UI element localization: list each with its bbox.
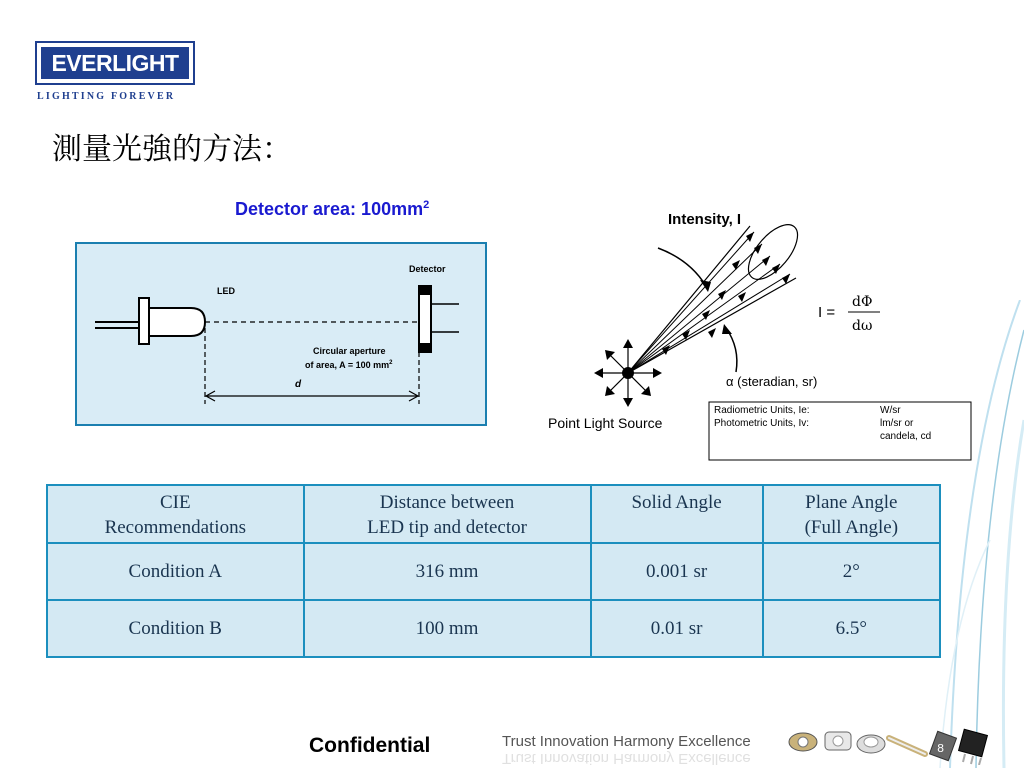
footer-product-images bbox=[785, 720, 995, 765]
led-package-icon-2 bbox=[825, 732, 851, 750]
cell-plane-angle: 2° bbox=[763, 543, 940, 600]
header-distance bbox=[304, 485, 591, 543]
cone-edge-top bbox=[628, 226, 750, 373]
header-plane-angle-line2: (Full Angle) bbox=[804, 517, 899, 538]
company-logo bbox=[35, 41, 195, 85]
aperture-label-text: of area, A = 100 mm bbox=[305, 360, 390, 370]
led-lamp-icon bbox=[889, 738, 925, 754]
slide-title: 測量光強的方法： bbox=[52, 132, 292, 167]
detector-label: Detector bbox=[409, 264, 446, 274]
units-value-candela: candela, cd bbox=[880, 431, 932, 442]
swoosh-line-3 bbox=[1003, 420, 1024, 768]
led-flange bbox=[139, 298, 149, 344]
point-source-label: Point Light Source bbox=[548, 415, 663, 431]
decorative-swoosh bbox=[920, 300, 1024, 768]
aperture-label-line2 bbox=[305, 360, 393, 370]
units-label-photometric: Photometric Units, Iv: bbox=[714, 418, 810, 429]
units-value-photometric: lm/sr or bbox=[880, 418, 914, 429]
led-package-icon-3 bbox=[857, 735, 885, 753]
detector-cap-top bbox=[419, 286, 431, 295]
svg-text:8: 8 bbox=[937, 742, 945, 756]
detector-cap-bottom bbox=[419, 343, 431, 352]
seven-segment-icon bbox=[929, 731, 956, 760]
header-distance-line1: Distance between bbox=[379, 492, 515, 513]
detector-body bbox=[419, 286, 431, 352]
formula-numerator: dΦ bbox=[852, 294, 873, 310]
swoosh-line-2 bbox=[976, 330, 1024, 768]
detector-area-text: Detector area: 100mm bbox=[235, 199, 424, 219]
optocoupler-icon bbox=[959, 729, 988, 765]
units-value-radiometric: W/sr bbox=[880, 405, 901, 416]
formula-denominator: dω bbox=[852, 318, 873, 334]
logo-wordmark: EVERLIGHT bbox=[41, 47, 189, 79]
table-row bbox=[47, 600, 940, 657]
detector-area-superscript: 2 bbox=[423, 199, 430, 211]
alpha-pointer bbox=[726, 328, 737, 372]
detector-area-caption bbox=[235, 199, 429, 220]
header-solid-angle-line1: Solid Angle bbox=[631, 492, 722, 513]
intensity-diagram bbox=[540, 200, 980, 465]
cie-recommendations-table bbox=[46, 484, 941, 658]
header-cie-line1: CIE bbox=[159, 492, 191, 513]
intensity-pointer bbox=[658, 248, 706, 286]
alpha-label: α (steradian, sr) bbox=[726, 374, 818, 389]
cell-solid-angle: 0.01 sr bbox=[591, 600, 763, 657]
header-solid-angle bbox=[591, 485, 763, 543]
footer-tagline: Trust Innovation Harmony Excellence bbox=[502, 733, 751, 750]
table-row bbox=[47, 543, 940, 600]
cone-rays bbox=[628, 232, 790, 373]
led-package-icon-1 bbox=[789, 733, 817, 751]
logo-tagline: LIGHTING FOREVER bbox=[37, 91, 176, 102]
header-cie bbox=[47, 485, 304, 543]
footer-tagline-reflection: Trust Innovation Harmony Excellence bbox=[502, 750, 751, 767]
cell-condition: Condition A bbox=[47, 543, 304, 600]
distance-label: d bbox=[295, 379, 302, 390]
aperture-label-line1: Circular aperture bbox=[313, 346, 386, 356]
formula-lhs: I = bbox=[818, 304, 836, 321]
measurement-setup-diagram bbox=[75, 242, 487, 426]
cell-distance: 100 mm bbox=[304, 600, 591, 657]
intensity-label: Intensity, I bbox=[668, 211, 742, 228]
header-plane-angle-line1: Plane Angle bbox=[805, 492, 898, 513]
header-cie-line2: Recommendations bbox=[104, 517, 246, 538]
led-label: LED bbox=[217, 286, 235, 296]
led-body bbox=[149, 308, 205, 336]
units-label-radiometric: Radiometric Units, Ie: bbox=[714, 405, 810, 416]
cell-solid-angle: 0.001 sr bbox=[591, 543, 763, 600]
table-header-row bbox=[47, 485, 940, 543]
header-distance-line2: LED tip and detector bbox=[367, 517, 527, 538]
cell-distance: 316 mm bbox=[304, 543, 591, 600]
cell-plane-angle: 6.5° bbox=[763, 600, 940, 657]
confidential-label: Confidential bbox=[309, 734, 431, 757]
cone-arrowheads bbox=[662, 232, 790, 355]
aperture-label-sup: 2 bbox=[389, 360, 393, 366]
cell-condition: Condition B bbox=[47, 600, 304, 657]
alpha-pointer-head bbox=[722, 324, 732, 334]
header-plane-angle bbox=[763, 485, 940, 543]
